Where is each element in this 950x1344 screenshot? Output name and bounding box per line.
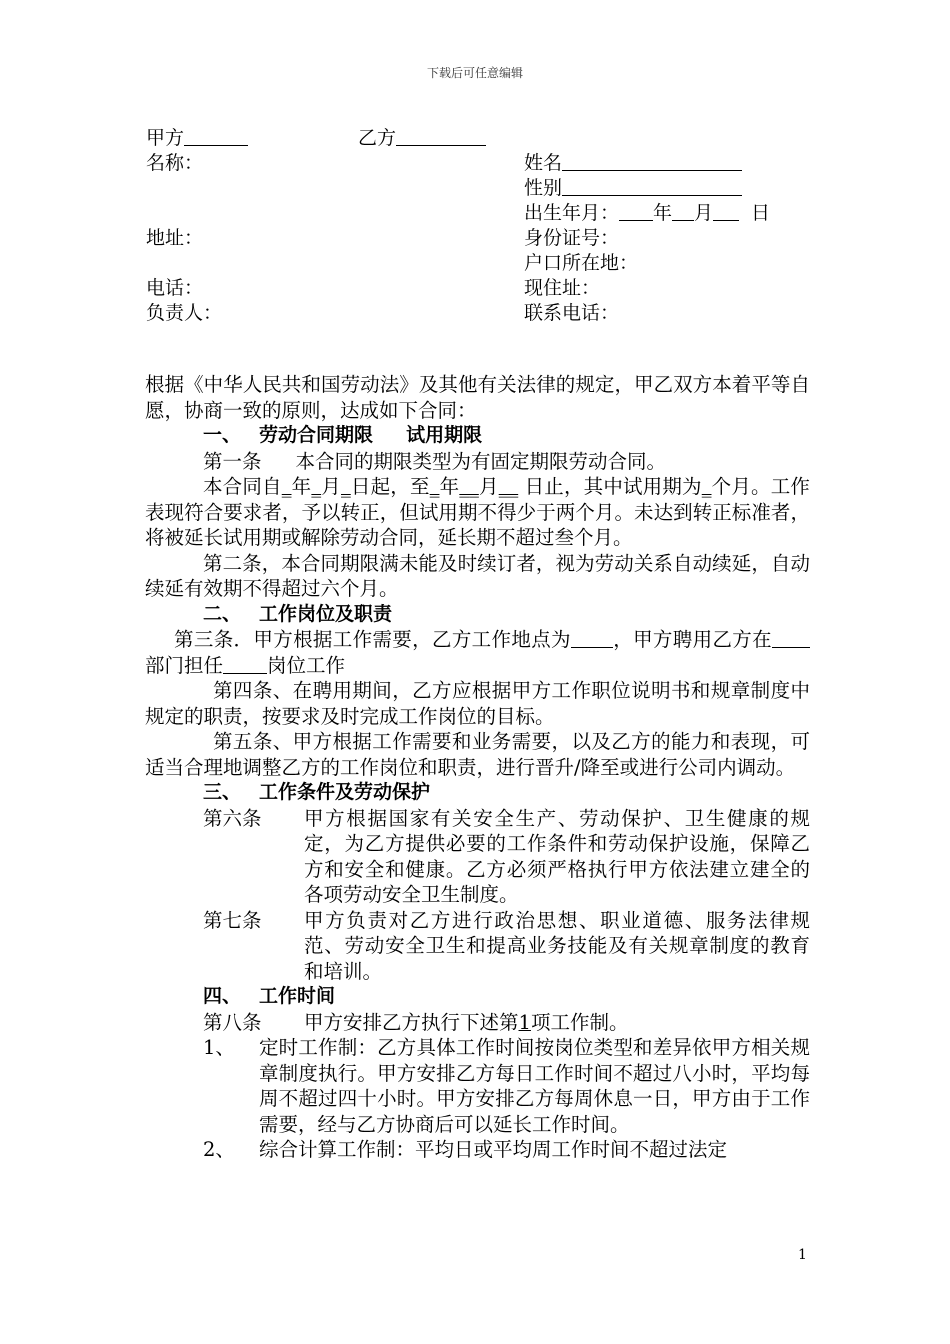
name-blank	[562, 151, 742, 171]
party-b-hukou-label: 户口所在地：	[524, 252, 639, 274]
birth-day-blank	[713, 201, 739, 221]
party-a-blank	[184, 126, 248, 146]
birth-year-blank	[619, 201, 653, 221]
article-3: 第三条．甲方根据工作需要，乙方工作地点为 ，甲方聘用乙方在部门担任 岗位工作	[145, 627, 810, 678]
contract-body	[145, 372, 810, 1163]
section-heading-3: 三、 工作条件及劳动保护	[203, 781, 431, 803]
section-heading-1: 一、 劳动合同期限 试用期限	[203, 424, 483, 446]
party-b-name-field: 姓名	[524, 151, 742, 176]
section-heading-4: 四、 工作时间	[203, 985, 336, 1007]
article-6: 第六条 甲方根据国家有关安全生产、劳动保护、卫生健康的规定，为乙方提供必要的工作条件和劳动保护设施，保障乙方和安全和健康。乙方必须严格执行甲方依法建立建全的各项劳动安全卫生制度。	[203, 806, 810, 906]
party-a-label: 甲方	[146, 126, 248, 151]
work-system-item-2: 2、 综合计算工作制：平均日或平均周工作时间不超过法定	[203, 1138, 728, 1161]
party-b-label: 乙方	[358, 126, 486, 151]
article-5: 第五条、甲方根据工作需要和业务需要，以及乙方的能力和表现，可适当合理地调整乙方的工作岗位和职责，进行晋升/降至或进行公司内调动。	[145, 730, 810, 779]
department-blank	[772, 628, 810, 648]
article-8: 第八条 甲方安排乙方执行下述第1项工作制。	[203, 1010, 629, 1034]
position-blank	[223, 654, 267, 674]
party-a-phone-label: 电话：	[146, 277, 204, 299]
article-1: 第一条 本合同的期限类型为有固定期限劳动合同。	[203, 449, 667, 473]
article-2: 第二条，本合同期限满未能及时续订者，视为劳动关系自动续延，自动续延有效期不得超过六个月。	[145, 551, 810, 600]
article-4: 第四条、在聘用期间，乙方应根据甲方工作职位说明书和规章制度中规定的职责，按要求及时完成工作岗位的目标。	[145, 679, 810, 728]
party-a-name-label: 名称：	[146, 152, 204, 174]
page-number: 1	[798, 1247, 807, 1263]
party-b-current-address-label: 现住址：	[524, 277, 601, 299]
section-heading-2: 二、 工作岗位及职责	[203, 602, 393, 625]
party-b-id-label: 身份证号：	[524, 227, 620, 249]
party-b-contact-phone-label: 联系电话：	[524, 302, 620, 324]
party-b-gender-field: 性别	[524, 176, 742, 201]
work-system-item-1: 1、 定时工作制：乙方具体工作时间按岗位类型和差异依甲方相关规章制度执行。甲方安排乙方每日工作时间不超过八小时，平均每周不超过四十小时。甲方安排乙方每周休息一日，甲方由于工作需要，经与乙方协商后可以延长工作时间。	[203, 1036, 810, 1136]
work-system-item: 1	[518, 1010, 531, 1034]
party-a-address-label: 地址：	[146, 227, 204, 249]
party-a-person-label: 负责人：	[146, 302, 223, 324]
article-7: 第七条 甲方负责对乙方进行政治思想、职业道德、服务法律规范、劳动安全卫生和提高业务技能及有关规章制度的教育和培训。	[203, 908, 810, 983]
page-header-note: 下载后可任意编辑	[426, 66, 523, 80]
party-b-blank	[396, 126, 486, 146]
article-1-term: 本合同自_年_月_日起，至_年__月__ 日止，其中试用期为_个月。工作表现符合要求者，予以转正，但试用期不得少于两个月。未达到转正标准者，将被延长试用期或解除劳动合同，延长期不超过叁个月。	[145, 475, 810, 549]
birth-month-blank	[672, 201, 694, 221]
party-b-birth-field: 出生年月： 年 月 日	[524, 202, 771, 224]
contract-intro: 根据《中华人民共和国劳动法》及其他有关法律的规定，甲乙双方本着平等自愿，协商一致的原则，达成如下合同：	[145, 373, 810, 422]
gender-blank	[562, 176, 742, 196]
work-location-blank	[571, 628, 613, 648]
